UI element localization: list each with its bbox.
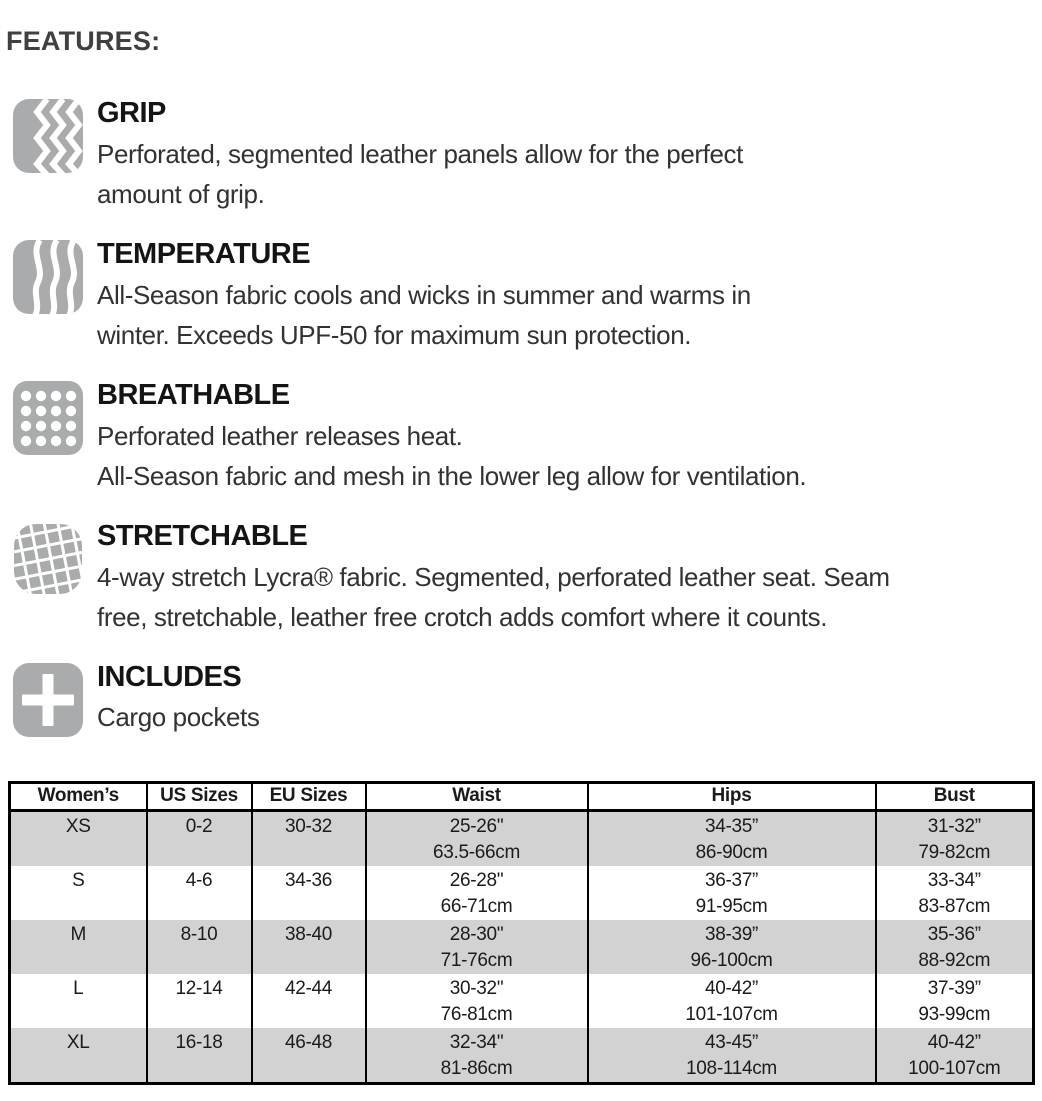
feature-includes (12, 661, 1036, 739)
cell-l-size: L (10, 974, 147, 1028)
cell-m-waist: 28-30" 71-76cm (366, 920, 588, 974)
cell-xs-hips: 34-35” 86-90cm (588, 810, 876, 866)
feature-desc-line: 4-way stretch Lycra® fabric. Segmented, perforated leather seat. Seam (97, 561, 890, 592)
features-list (6, 97, 1036, 739)
cell-s-eu: 34-36 (252, 866, 366, 920)
feature-grip (12, 97, 1036, 214)
cell-xs-waist: 25-26" 63.5-66cm (366, 810, 588, 866)
feature-desc-line: Perforated leather releases heat. (97, 420, 463, 451)
cell-s-us: 4-6 (147, 866, 252, 920)
size-row-m (10, 920, 1034, 974)
cell-xl-eu: 46-48 (252, 1028, 366, 1084)
grip-tread-icon (12, 97, 84, 175)
cell-m-size: M (10, 920, 147, 974)
feature-breathable (12, 379, 1036, 496)
feature-desc-line: free, stretchable, leather free crotch adds comfort where it counts. (97, 601, 828, 632)
cell-xs-us: 0-2 (147, 810, 252, 866)
cell-l-waist: 30-32" 76-81cm (366, 974, 588, 1028)
cell-m-bust: 35-36” 88-92cm (876, 920, 1034, 974)
perforation-dots-icon (12, 379, 84, 457)
cell-m-eu: 38-40 (252, 920, 366, 974)
col-header-eu-sizes: EU Sizes (252, 782, 366, 810)
feature-desc-line: Perforated, segmented leather panels allow for the perfect (97, 138, 743, 169)
cell-xs-eu: 30-32 (252, 810, 366, 866)
size-chart-header-row (10, 782, 1034, 810)
feature-title-includes: INCLUDES (97, 660, 242, 693)
feature-desc-line: amount of grip. (97, 178, 265, 209)
cell-xl-waist: 32-34" 81-86cm (366, 1028, 588, 1084)
cell-xl-us: 16-18 (147, 1028, 252, 1084)
cell-xl-bust: 40-42” 100-107cm (876, 1028, 1034, 1084)
size-chart-table (8, 781, 1035, 1085)
cell-s-bust: 33-34” 83-87cm (876, 866, 1034, 920)
cell-l-eu: 42-44 (252, 974, 366, 1028)
feature-stretchable (12, 520, 1036, 637)
size-row-xl (10, 1028, 1034, 1084)
col-header-us-sizes: US Sizes (147, 782, 252, 810)
col-header-waist: Waist (366, 782, 588, 810)
cell-m-us: 8-10 (147, 920, 252, 974)
cell-xs-size: XS (10, 810, 147, 866)
size-chart-section (8, 781, 1036, 1085)
feature-desc-line: Cargo pockets (97, 702, 260, 733)
feature-title-breathable: BREATHABLE (97, 378, 290, 411)
cell-xl-size: XL (10, 1028, 147, 1084)
feature-desc-line: winter. Exceeds UPF-50 for maximum sun protection. (97, 319, 692, 350)
size-row-s (10, 866, 1034, 920)
plus-icon (12, 661, 84, 739)
temperature-waves-icon (12, 238, 84, 316)
feature-temperature (12, 238, 1036, 355)
col-header-bust: Bust (876, 782, 1034, 810)
cell-s-hips: 36-37” 91-95cm (588, 866, 876, 920)
cell-xs-bust: 31-32” 79-82cm (876, 810, 1034, 866)
page-title: FEATURES: (6, 26, 161, 56)
size-row-xs (10, 810, 1034, 866)
col-header-hips: Hips (588, 782, 876, 810)
feature-title-stretchable: STRETCHABLE (97, 519, 308, 552)
feature-title-grip: GRIP (97, 97, 166, 129)
cell-l-hips: 40-42” 101-107cm (588, 974, 876, 1028)
cell-l-us: 12-14 (147, 974, 252, 1028)
cell-s-size: S (10, 866, 147, 920)
cell-m-hips: 38-39” 96-100cm (588, 920, 876, 974)
feature-desc-line: All-Season fabric and mesh in the lower leg allow for ventilation. (97, 460, 807, 491)
cell-s-waist: 26-28" 66-71cm (366, 866, 588, 920)
cell-l-bust: 37-39” 93-99cm (876, 974, 1034, 1028)
stretch-mesh-icon (12, 520, 84, 598)
cell-xl-hips: 43-45” 108-114cm (588, 1028, 876, 1084)
size-row-l (10, 974, 1034, 1028)
feature-desc-line: All-Season fabric cools and wicks in summer and warms in (97, 279, 751, 310)
col-header-womens: Women’s (10, 782, 147, 810)
feature-title-temperature: TEMPERATURE (97, 237, 311, 270)
